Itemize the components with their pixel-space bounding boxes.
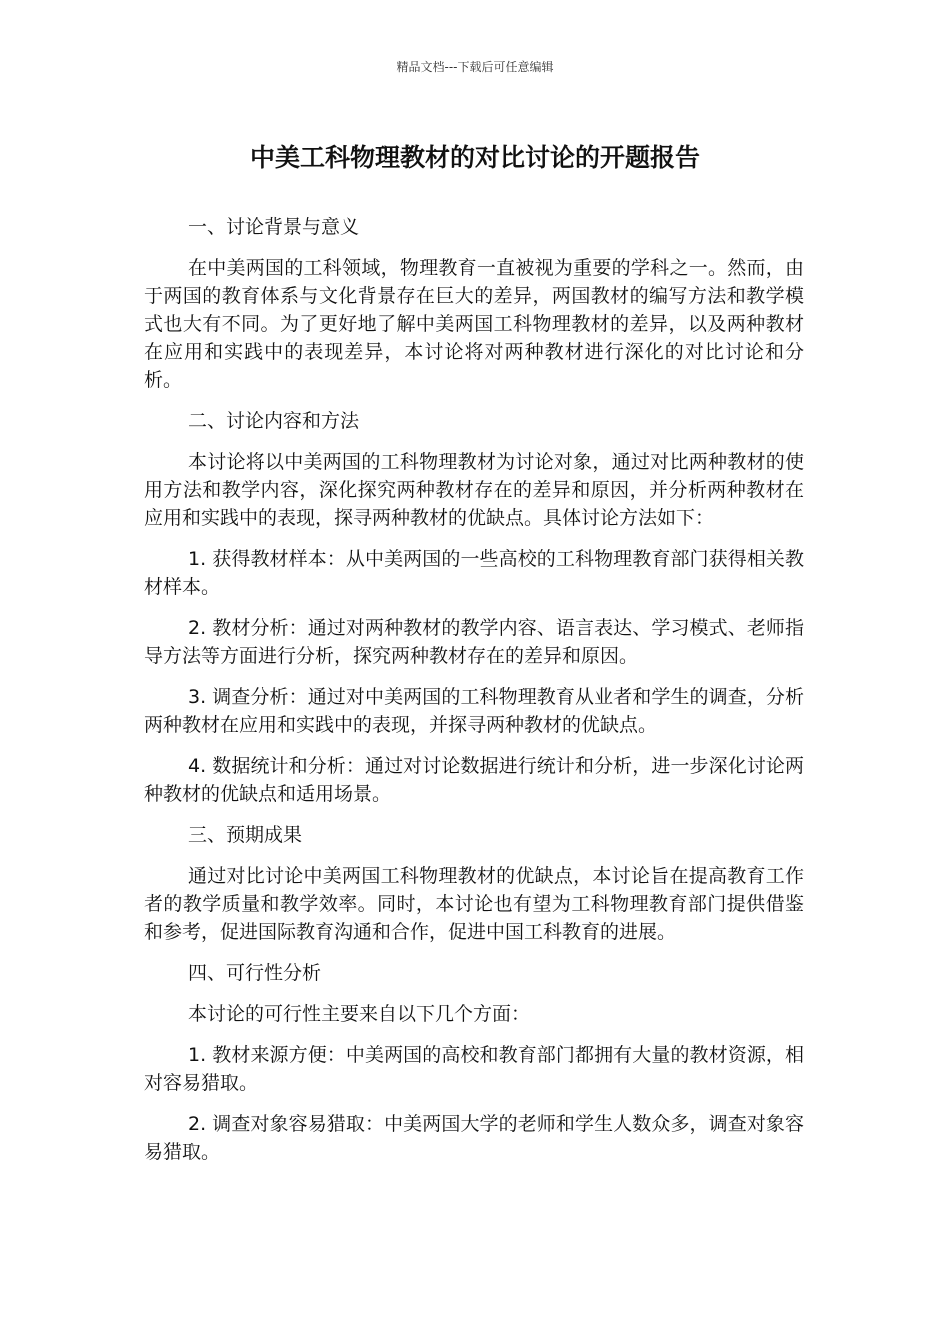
document-body: [144, 213, 804, 1179]
list-item-method-2: 2. 教材分析：通过对两种教材的教学内容、语言表达、学习模式、老师指导方法等方面进行分析，探究两种教材存在的差异和原因。: [144, 617, 804, 667]
list-item-feasibility-1: 1. 教材来源方便：中美两国的高校和教育部门都拥有大量的教材资源，相对容易猎取。: [144, 1044, 804, 1094]
paragraph-background: 在中美两国的工科领域，物理教育一直被视为重要的学科之一。然而，由于两国的教育体系与文化背景存在巨大的差异，两国教材的编写方法和教学模式也大有不同。为了更好地了解中美两国工科物理教材的差异，以及两种教材在应用和实践中的表现差异，本讨论将对两种教材进行深化的对比讨论和分析。: [144, 257, 804, 391]
header-note: 精品文档---下载后可任意编辑: [396, 60, 554, 74]
list-item-feasibility-2: 2. 调查对象容易猎取：中美两国大学的老师和学生人数众多，调查对象容易猎取。: [144, 1113, 804, 1163]
list-item-method-3: 3. 调查分析：通过对中美两国的工科物理教育从业者和学生的调查，分析两种教材在应用和实践中的表现，并探寻两种教材的优缺点。: [144, 686, 804, 736]
section-heading-feasibility: 四、可行性分析: [188, 962, 322, 984]
list-item-method-1: 1. 获得教材样本：从中美两国的一些高校的工科物理教育部门获得相关教材样本。: [144, 548, 804, 598]
section-heading-outcomes: 三、预期成果: [188, 824, 303, 846]
section-heading-background: 一、讨论背景与意义: [188, 216, 360, 238]
page-title: 中美工科物理教材的对比讨论的开题报告: [249, 143, 700, 172]
paragraph-feasibility-intro: 本讨论的可行性主要来自以下几个方面：: [188, 1003, 531, 1025]
list-item-method-4: 4. 数据统计和分析：通过对讨论数据进行统计和分析，进一步深化讨论两种教材的优缺点和适用场景。: [144, 755, 804, 805]
section-heading-content-method: 二、讨论内容和方法: [188, 410, 360, 432]
paragraph-outcomes: 通过对比讨论中美两国工科物理教材的优缺点，本讨论旨在提高教育工作者的教学质量和教学效率。同时，本讨论也有望为工科物理教育部门提供借鉴和参考，促进国际教育沟通和合作，促进中国工科教育的进展。: [144, 865, 804, 943]
paragraph-content-method: 本讨论将以中美两国的工科物理教材为讨论对象，通过对比两种教材的使用方法和教学内容，深化探究两种教材存在的差异和原因，并分析两种教材在应用和实践中的表现，探寻两种教材的优缺点。具体讨论方法如下：: [144, 451, 804, 529]
